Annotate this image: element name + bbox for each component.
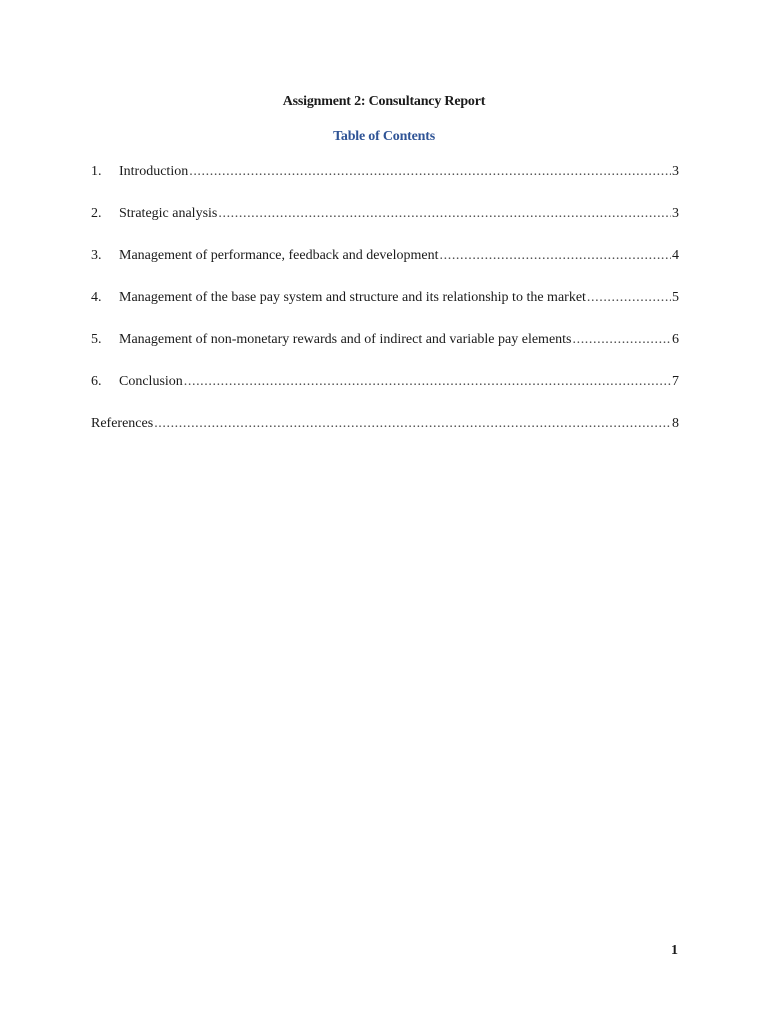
- toc-entry-performance-management[interactable]: [91, 248, 679, 290]
- document-title: Assignment 2: Consultancy Report: [282, 94, 486, 109]
- toc-entry-conclusion[interactable]: [91, 374, 679, 416]
- toc-entry-strategic-analysis[interactable]: [91, 206, 679, 248]
- toc-entry-page: 8: [672, 416, 679, 431]
- toc-entry-number: 2.: [91, 206, 102, 221]
- toc-entry-page: 4: [672, 248, 679, 263]
- toc-dot-leader: [154, 416, 671, 432]
- toc-entry-page: 3: [672, 206, 679, 221]
- table-of-contents: [91, 164, 679, 458]
- toc-entry-number: 3.: [91, 248, 102, 263]
- toc-dot-leader: [184, 374, 671, 390]
- toc-entry-label: References: [91, 416, 154, 431]
- toc-entry-number: 1.: [91, 164, 102, 179]
- toc-entry-label: Management of performance, feedback and development: [119, 248, 439, 263]
- page-number: 1: [671, 943, 678, 958]
- toc-entry-label: Strategic analysis: [119, 206, 218, 221]
- toc-entry-introduction[interactable]: [91, 164, 679, 206]
- toc-entry-number: 5.: [91, 332, 102, 347]
- toc-dot-leader: [440, 248, 671, 264]
- toc-entry-page: 7: [672, 374, 679, 389]
- toc-entry-page: 3: [672, 164, 679, 179]
- toc-entry-base-pay-system[interactable]: [91, 290, 679, 332]
- toc-dot-leader: [218, 206, 671, 222]
- toc-entry-page: 6: [672, 332, 679, 347]
- toc-entry-references[interactable]: [91, 416, 679, 458]
- toc-heading: Table of Contents: [333, 129, 435, 144]
- toc-entry-number: 6.: [91, 374, 102, 389]
- toc-entry-number: 4.: [91, 290, 102, 305]
- toc-entry-label: Management of the base pay system and structure and its relationship to the market: [119, 290, 586, 305]
- toc-dot-leader: [189, 164, 671, 180]
- toc-entry-label: Conclusion: [119, 374, 183, 389]
- toc-entry-label: Introduction: [119, 164, 189, 179]
- toc-dot-leader: [587, 290, 671, 306]
- toc-entry-label: Management of non-monetary rewards and of indirect and variable pay elements: [119, 332, 572, 347]
- toc-dot-leader: [573, 332, 672, 348]
- toc-entry-non-monetary-rewards[interactable]: [91, 332, 679, 374]
- toc-entry-page: 5: [672, 290, 679, 305]
